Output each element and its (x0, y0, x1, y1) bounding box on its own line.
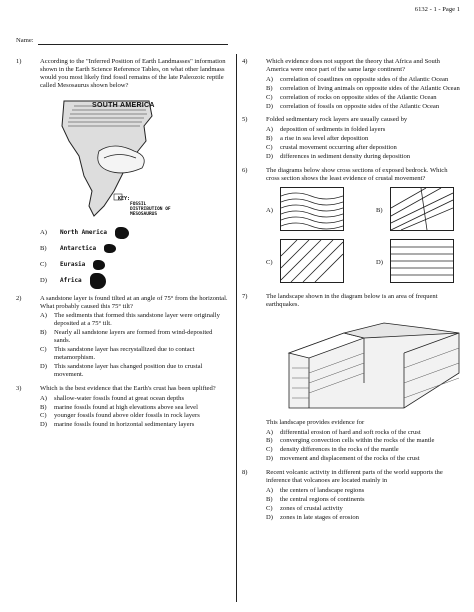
question-text: Folded sedimentary rock layers are usually caused by (266, 116, 408, 124)
choice-text: differential erosion of hard and soft rocks of the crust (280, 428, 421, 436)
cross-section-diagrams (266, 187, 466, 287)
choice-text: a rise in sea level after deposition (280, 135, 369, 143)
cross-section-label: D) (376, 258, 383, 266)
choice-c[interactable] (40, 346, 230, 362)
choice-text: correlation of fossils on opposite sides of the Atlantic Ocean (280, 102, 440, 110)
choice-label: D) (40, 276, 47, 284)
choice-text: marine fossils found at high elevations above sea level (54, 403, 198, 411)
choice-text: crustal movement occurring after deposition (280, 144, 397, 152)
choice-label: B) (40, 403, 47, 411)
choice-c[interactable] (266, 446, 462, 454)
question-5 (242, 116, 462, 161)
choice-label: C) (40, 412, 47, 420)
choice-text: This sandstone layer has changed position due to crustal movement. (54, 362, 203, 378)
cross-section-c[interactable] (390, 187, 454, 231)
question-1 (16, 58, 230, 289)
landmass-silhouette-icon (115, 227, 129, 239)
choice-label: B) (40, 329, 47, 337)
choice-d[interactable] (40, 273, 230, 289)
choice-label: D) (266, 455, 273, 463)
choice-text: density differences in the rocks of the mantle (280, 446, 399, 454)
choice-label: D) (40, 362, 47, 370)
choice-label: B) (266, 135, 273, 143)
question-text: The landscape shown in the diagram below is an area of frequent earthquakes. (266, 292, 438, 308)
landmass-name: Africa (60, 277, 82, 285)
choice-b[interactable] (40, 404, 230, 412)
choice-label: A) (40, 312, 47, 320)
answer-choices (266, 429, 462, 464)
landmass-silhouette-icon (104, 244, 116, 253)
choice-c[interactable] (40, 257, 230, 273)
choice-label: D) (266, 513, 273, 521)
choice-label: D) (40, 421, 47, 429)
choice-text: the centers of landscape regions (280, 486, 365, 494)
answer-choices (266, 126, 462, 161)
cross-section-a[interactable] (280, 187, 344, 231)
choice-label: D) (266, 153, 273, 161)
choice-label: A) (266, 75, 273, 83)
choice-text: differences in sediment density during deposition (280, 153, 411, 161)
choice-text: correlation of living animals on opposite sides of the Atlantic Ocean (280, 84, 460, 92)
column-divider (236, 54, 237, 602)
choice-text: This sandstone layer has recrystallized due to contact metamorphism. (54, 346, 195, 361)
choice-c[interactable] (40, 412, 230, 420)
question-number: 8) (242, 469, 248, 477)
right-column (242, 58, 462, 528)
choice-text: Nearly all sandstone layers are formed from wind-deposited sands. (54, 329, 213, 345)
question-number: 6) (242, 166, 248, 174)
choice-b[interactable] (266, 85, 462, 93)
fault-landscape-diagram (284, 313, 464, 413)
question-text: Which evidence does not support the theory that Africa and South America were once part of the same large continent? (266, 58, 440, 73)
answer-choices (266, 487, 462, 522)
question-text: The diagrams below show cross sections of exposed bedrock. Which cross section shows the least evidence of crustal movement? (266, 166, 448, 182)
choice-label: C) (40, 260, 47, 268)
choice-a[interactable] (266, 429, 462, 437)
choice-c[interactable] (266, 505, 462, 513)
choice-d[interactable] (266, 153, 462, 161)
landmass-name: North America (60, 229, 107, 237)
choice-label: C) (40, 346, 47, 354)
choice-label: B) (40, 244, 47, 252)
choice-c[interactable] (266, 94, 462, 102)
choice-label: A) (40, 228, 47, 236)
choice-label: A) (40, 394, 47, 402)
question-number: 5) (242, 116, 248, 124)
choice-a[interactable] (266, 487, 462, 495)
choice-label: C) (266, 144, 273, 152)
cross-section-label: A) (266, 206, 273, 214)
choice-text: converging convection cells within the rocks of the mantle (280, 437, 435, 445)
choice-label: C) (266, 504, 273, 512)
question-number: 2) (16, 294, 22, 302)
choice-label: D) (266, 102, 273, 110)
name-field-row (16, 37, 228, 45)
question-6 (242, 167, 462, 287)
question-2 (16, 295, 230, 379)
choice-text: correlation of coastlines on opposite sides of the Atlantic Ocean (280, 75, 449, 83)
question-stem: This landscape provides evidence for (266, 418, 365, 426)
choice-a[interactable] (40, 395, 230, 403)
choice-label: A) (266, 126, 273, 134)
key-entry: FOSSIL DISTRIBUTION OF MESOSAURUS (130, 201, 171, 218)
choice-b[interactable] (266, 135, 462, 143)
answer-choices (266, 76, 462, 111)
choice-text: zones of crustal activity (280, 504, 343, 512)
answer-choices (40, 312, 230, 378)
question-number: 4) (242, 58, 248, 65)
choice-d[interactable] (40, 421, 230, 429)
choice-text: zones in late stages of erosion (280, 513, 359, 521)
cross-section-d[interactable] (390, 239, 454, 283)
cross-section-label: C) (266, 258, 273, 266)
landmass-silhouette-icon (93, 260, 105, 270)
choice-text: marine fossils found in horizontal sedimentary layers (54, 421, 195, 429)
choice-label: A) (266, 486, 273, 494)
choice-a[interactable] (40, 312, 230, 328)
question-number: 7) (242, 292, 248, 300)
choice-a[interactable] (266, 126, 462, 134)
left-column (16, 58, 230, 435)
choice-label: B) (266, 437, 273, 445)
choice-label: C) (266, 446, 273, 454)
question-text: According to the "Inferred Position of Earth Landmasses" information shown in the Earth Science Reference Tables, on what other landmass would you most likely find fossil remains of the late Paleozoic reptile called Mesosaurus shown below? (40, 58, 226, 89)
choice-label: C) (266, 93, 273, 101)
choice-text: shallow-water fossils found at great ocean depths (54, 394, 185, 402)
choice-text: younger fossils found above older fossils in rock layers (54, 412, 200, 420)
choice-d[interactable] (266, 514, 462, 522)
choice-c[interactable] (266, 144, 462, 152)
choice-d[interactable] (40, 363, 230, 379)
choice-a[interactable] (266, 76, 462, 84)
question-text: Recent volcanic activity in different parts of the world supports the inference that volcanoes are located mainly in (266, 469, 443, 485)
choice-a[interactable] (40, 225, 230, 241)
landmass-name: Antarctica (60, 245, 97, 253)
choice-text: correlation of rocks on opposite sides of the Atlantic Ocean (280, 93, 437, 101)
name-input-line[interactable] (38, 38, 228, 45)
name-label: Name: (16, 37, 34, 44)
choice-b[interactable] (266, 496, 462, 504)
cross-section-label: B) (376, 206, 383, 214)
question-number: 3) (16, 384, 22, 392)
choice-label: B) (266, 495, 273, 503)
choice-b[interactable] (40, 329, 230, 345)
choice-label: A) (266, 428, 273, 436)
question-number: 1) (16, 58, 22, 65)
choice-d[interactable] (266, 103, 462, 111)
answer-choices (40, 225, 230, 289)
landmass-silhouette-icon (90, 273, 106, 289)
page-header: 6132 - 1 - Page 1 (414, 6, 460, 13)
key-title: KEY: (118, 195, 131, 202)
choice-d[interactable] (266, 455, 462, 463)
answer-choices (40, 395, 230, 430)
choice-label: B) (266, 84, 273, 92)
choice-text: deposition of sediments in folded layers (280, 126, 386, 134)
question-4 (242, 58, 462, 110)
choice-b[interactable] (40, 241, 230, 257)
map-key (118, 196, 184, 218)
choice-b[interactable] (266, 437, 462, 445)
south-america-map (54, 96, 184, 221)
cross-section-b[interactable] (280, 239, 344, 283)
choice-text: movement and displacement of the rocks of the crust (280, 455, 420, 463)
map-region-label: SOUTH AMERICA (92, 101, 155, 109)
choice-text: The sediments that formed this sandstone layer were originally deposited at a 75° tilt. (54, 312, 220, 328)
question-8 (242, 469, 462, 521)
question-text: A sandstone layer is found tilted at an angle of 75° from the horizontal. What probably caused this 75° tilt? (40, 294, 228, 310)
question-7 (242, 293, 462, 463)
landmass-name: Eurasia (60, 261, 86, 269)
question-3 (16, 385, 230, 430)
question-text: Which is the best evidence that the Earth's crust has been uplifted? (40, 384, 216, 392)
choice-text: the central regions of continents (280, 495, 365, 503)
